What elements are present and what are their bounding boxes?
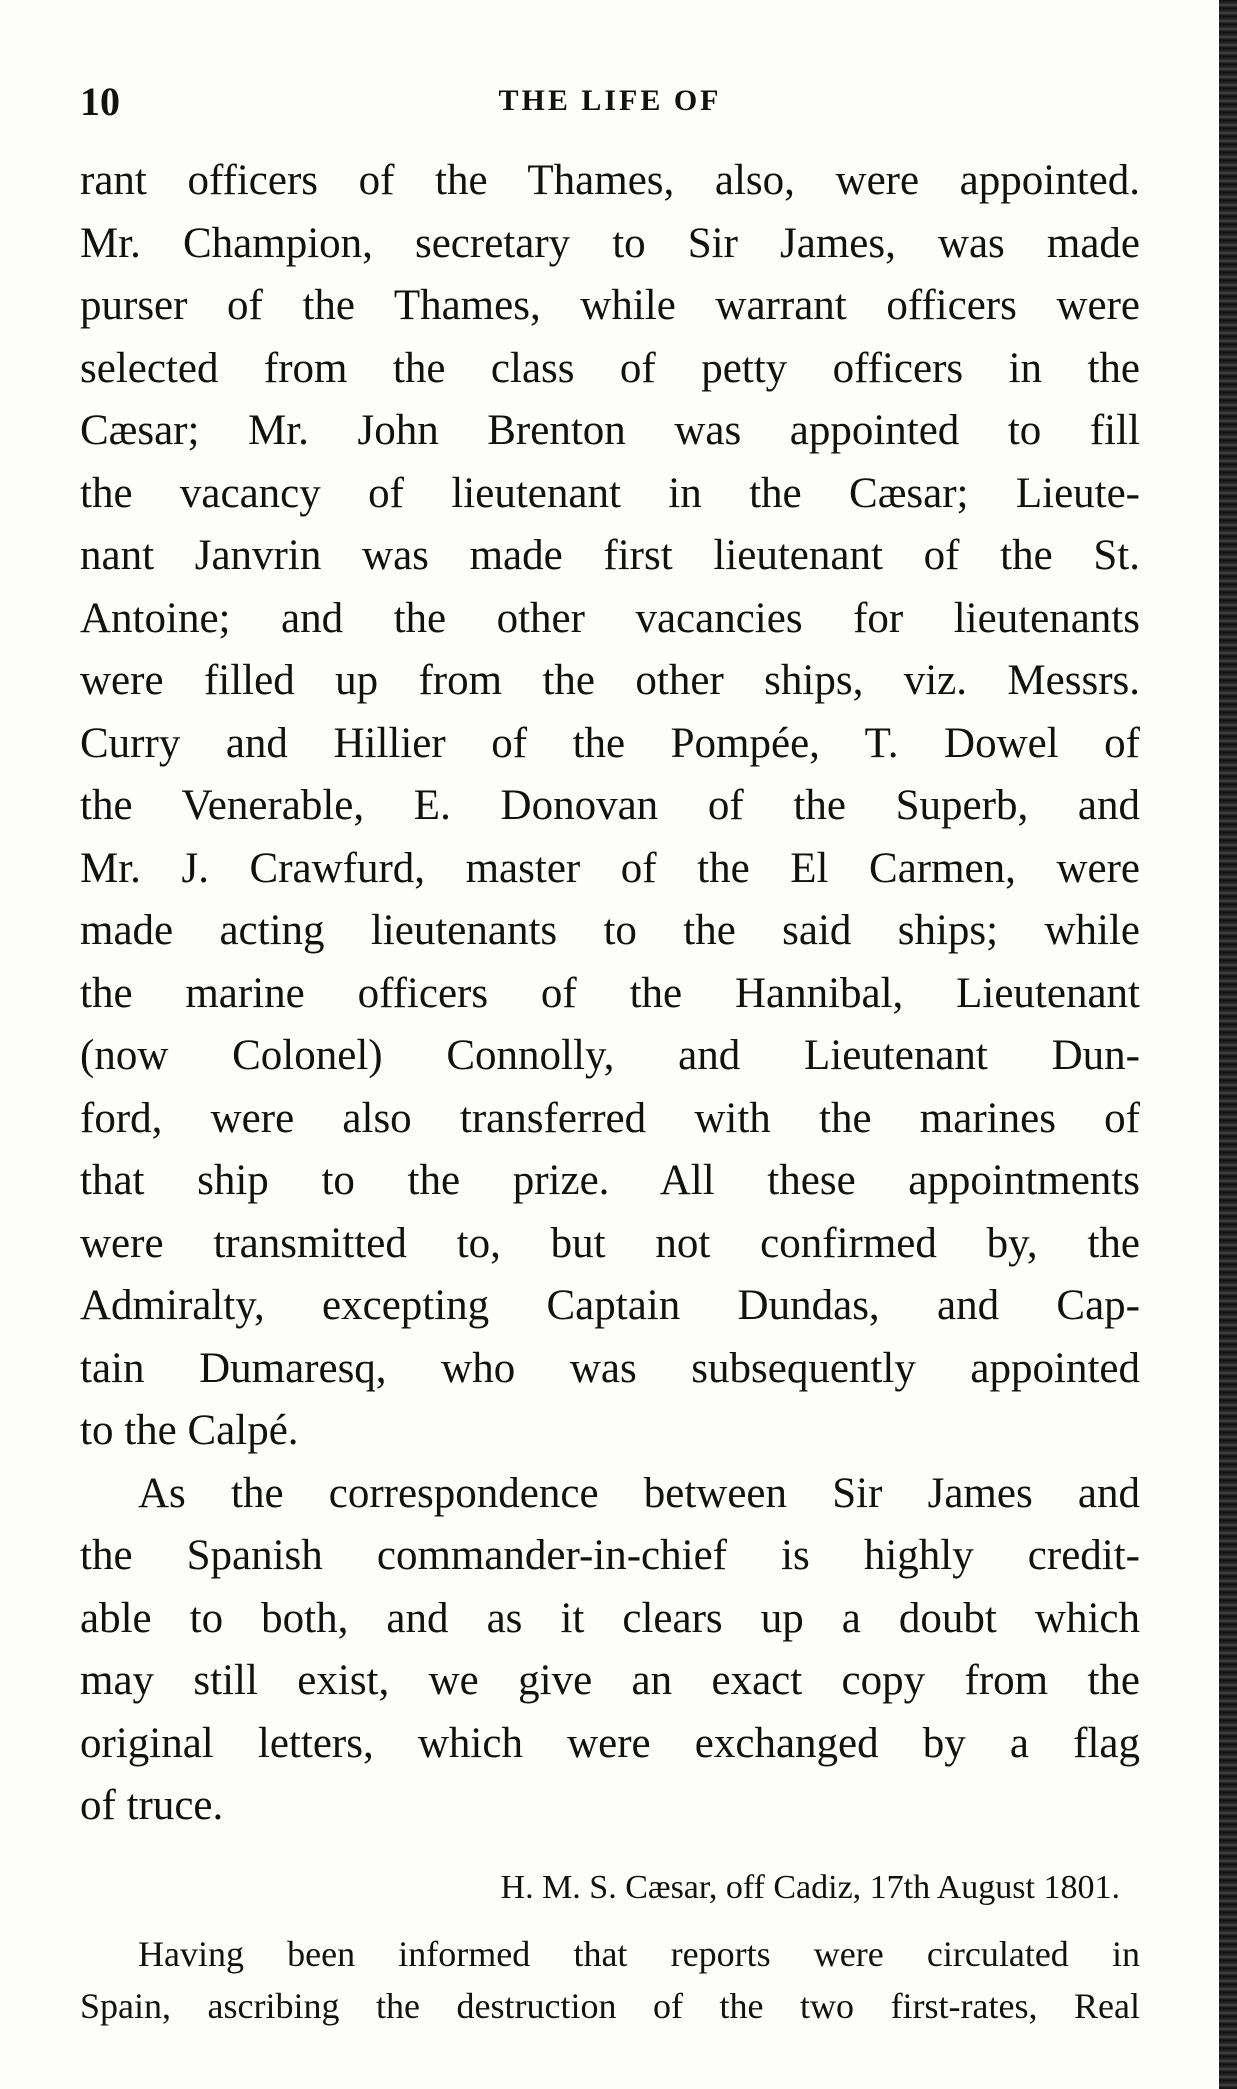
text-line: Antoine; and the other vacancies for lieutenants [80,594,1140,642]
text-line: selected from the class of petty officers in the [80,344,1140,392]
text-line: were filled up from the other ships, viz. Messrs. [80,657,1140,704]
text-line: Having been informed that reports were circulated in [138,1933,1140,1974]
text-line: (now Colonel) Connolly, and Lieutenant Dun- [80,1032,1140,1079]
text-line: rant officers of the Thames, also, were appointed. [80,157,1140,204]
text-line: nant Janvrin was made first lieutenant of the St. [80,532,1140,579]
running-head: THE LIFE OF [498,84,722,117]
paragraph-2 [80,1463,1140,1838]
page-body [80,150,1140,2032]
text-line: the Spanish commander-in-chief is highly credit- [80,1532,1140,1579]
text-line: the Venerable, E. Donovan of the Superb, and [80,782,1140,829]
text-line: original letters, which were exchanged by a flag [80,1719,1140,1767]
text-line: the vacancy of lieutenant in the Cæsar; Lieute- [80,469,1140,517]
text-line: Cæsar; Mr. John Brenton was appointed to fill [80,407,1140,454]
text-line: the marine officers of the Hannibal, Lieutenant [80,969,1140,1017]
text-line: As the correspondence between Sir James and [138,1469,1140,1517]
paragraph-1 [80,150,1140,1463]
text-line: tain Dumaresq, who was subsequently appointed [80,1344,1140,1392]
page-number: 10 [80,79,120,124]
text-line: made acting lieutenants to the said ships; while [80,907,1140,954]
page-header [80,78,1140,128]
letter-body [80,1928,1140,2032]
text-line: Spain, ascribing the destruction of the two first-rates, Real [80,1985,1140,2026]
text-line: of truce. [80,1782,224,1829]
page-edge [1219,0,1237,2089]
text-line: may still exist, we give an exact copy from the [80,1657,1140,1704]
text-line: Mr. Champion, secretary to Sir James, was made [80,219,1140,267]
letter-dateline: H. M. S. Cæsar, off Cadiz, 17th August 1801. [500,1868,1120,1906]
text-line: Admiralty, excepting Captain Dundas, and Cap- [80,1282,1140,1329]
text-line: to the Calpé. [80,1407,299,1454]
text-line: purser of the Thames, while warrant officers were [80,282,1140,329]
text-line: Mr. J. Crawfurd, master of the El Carmen, were [80,844,1140,892]
text-line: Curry and Hillier of the Pompée, T. Dowel of [80,719,1140,767]
text-line: ford, were also transferred with the marines of [80,1094,1140,1142]
text-line: were transmitted to, but not confirmed by, the [80,1219,1140,1267]
text-line: that ship to the prize. All these appointments [80,1157,1140,1204]
text-line: able to both, and as it clears up a doubt which [80,1594,1140,1642]
